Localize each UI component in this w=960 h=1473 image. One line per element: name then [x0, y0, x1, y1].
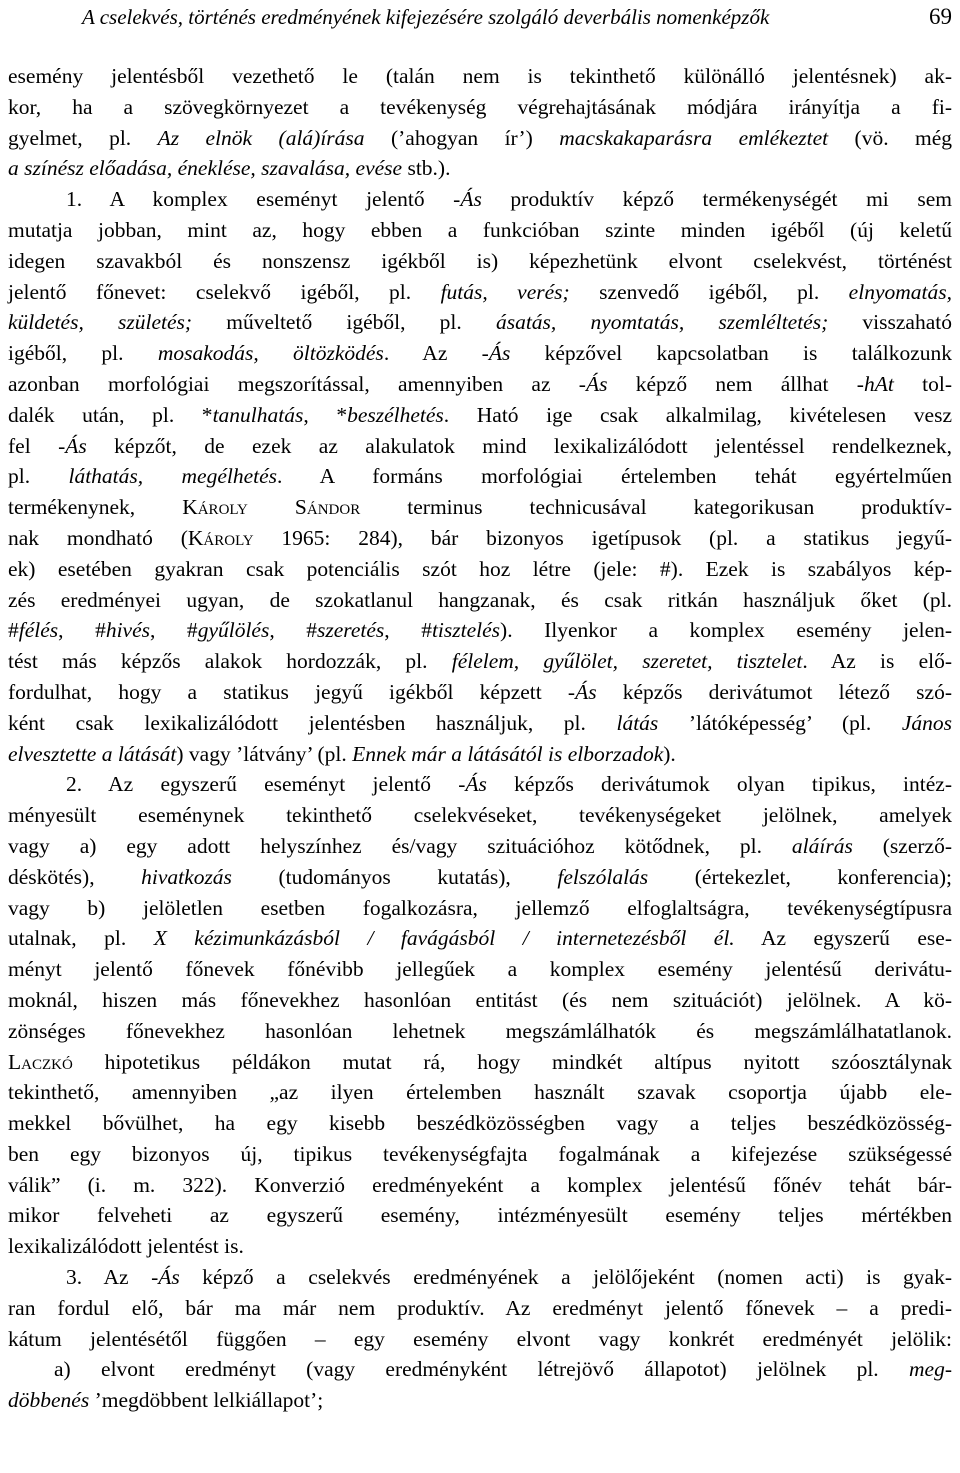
text-segment: ásatás, nyomtatás, szemléltetés; [495, 310, 829, 335]
text-segment: hipotetikus példákon mutat rá, hogy mindkét altípus nyitott szóosztálynak [72, 1049, 952, 1074]
text-segment: igéből, pl. [8, 341, 158, 366]
text-segment: azonban morfológiai megszorítással, amennyiben az - [8, 371, 586, 396]
text-segment: a színész előadása, éneklése, szavalása, evése [8, 156, 403, 181]
text-segment: ’megdöbbent lelkiállapot’; [89, 1388, 324, 1413]
text-segment: mutatja jobban, mint az, hogy ebben a funkcióban szinte minden igéből (új keletű [8, 217, 952, 242]
text-segment: vagy a) egy adott helyszínhez és/vagy szituációhoz kötődnek, pl. [8, 833, 792, 858]
text-segment: szenvedő igéből, pl. [569, 279, 849, 304]
text-line [8, 1231, 952, 1262]
text-line [8, 985, 952, 1016]
text-line [8, 92, 952, 123]
text-segment: ran fordul elő, bár ma már nem produktív. Az eredményt jelentő főnevek – a predi- [8, 1295, 952, 1320]
text-segment: elvesztette a látását [8, 741, 177, 766]
text-segment: a) elvont eredményt (vagy eredményként létrejövő állapotot) jelölnek pl. [54, 1357, 910, 1382]
text-line [8, 123, 952, 154]
text-segment: moknál, hiszen más főnevekhez hasonlóan entitást (és nem szituációt) jelölnek. A kö- [8, 987, 952, 1012]
text-segment: felszólalás [557, 864, 649, 889]
text-segment: 1965: 284), bár bizonyos igetípusok (pl. a statikus jegyű- [253, 525, 952, 550]
text-segment: Ennek már a látásától is elborzadok [352, 741, 664, 766]
text-segment: fordulhat, hogy a statikus jegyű igékből képzett - [8, 679, 576, 704]
text-line [8, 1170, 952, 1201]
text-segment: ). [663, 741, 676, 766]
text-segment: stb.). [402, 156, 451, 181]
text-segment: terminus technicusával kategorikusan produktív- [360, 495, 953, 520]
text-line [8, 61, 952, 92]
text-segment: vagy b) jelöletlen esetben fogalkozásra, jellemző elfoglaltságra, tevékenységtípusra [8, 895, 952, 920]
text-line [8, 153, 952, 184]
text-segment: tést más képzős alakok hordozzák, pl. [8, 649, 452, 674]
text-line [8, 1354, 952, 1385]
text-segment: Ás [575, 679, 597, 704]
text-line [8, 585, 952, 616]
text-segment: tekinthető, amennyiben „az ilyen értelemben használt szavak csoportja újabb ele- [8, 1080, 952, 1105]
text-segment: zés eredményei ugyan, de szokatlanul hangzanak, és csak ritkán használjuk őket (pl. [8, 587, 952, 612]
text-line [8, 338, 952, 369]
text-segment: X kézimunkázásból / favágásból / internetezésből él. [153, 926, 735, 951]
text-segment: , # [384, 618, 432, 643]
text-segment: ként csak lexikalizálódott jelentésben használjuk, pl. [8, 710, 617, 735]
text-line [8, 862, 952, 893]
text-segment: # [8, 618, 19, 643]
text-segment: 3. Az - [66, 1265, 159, 1290]
text-line [8, 708, 952, 739]
text-line [8, 1200, 952, 1231]
text-segment: Károly Sándor [182, 495, 361, 520]
text-line [8, 923, 952, 954]
text-segment: esemény jelentésből vezethető le (talán nem is tekinthető különálló jelentésnek) ak- [8, 64, 952, 88]
text-segment: # [306, 618, 317, 643]
text-line [8, 1016, 952, 1047]
text-line [8, 1047, 952, 1078]
text-segment: kátum jelentésétől függően – egy esemény elvont vagy konkrét eredményét jelölik: [8, 1326, 952, 1351]
text-line [8, 1324, 952, 1355]
text-segment: dalék után, pl. * [8, 402, 213, 427]
text-line [8, 1077, 952, 1108]
text-segment: 1. A komplex eseményt jelentő - [66, 187, 461, 212]
text-segment: lexikalizálódott jelentést is. [8, 1234, 244, 1259]
text-segment: visszaható [828, 310, 952, 335]
text-line [8, 893, 952, 924]
text-line [8, 1262, 952, 1293]
text-segment: félelem, gyűlölet, szeretet, tisztelet [451, 649, 803, 674]
text-line [8, 492, 952, 523]
text-line [8, 615, 952, 646]
text-line [8, 400, 952, 431]
page-header [8, 2, 952, 32]
text-segment: képzőt, de ezek az alakulatok mind lexikalizálódott jelentéssel rendelkeznek, [86, 433, 952, 458]
text-line [8, 1293, 952, 1324]
text-segment: idegen szavakból és nonszensz igékből is) képezhetünk elvont cselekvést, történést [8, 248, 952, 273]
text-line [8, 739, 952, 770]
text-segment: ’látóképesség’ (pl. [658, 710, 902, 735]
text-line [8, 461, 952, 492]
text-segment: Ás [488, 341, 511, 366]
text-segment: , * [303, 402, 348, 427]
text-line [8, 769, 952, 800]
text-line [8, 1108, 952, 1139]
text-line [8, 1385, 952, 1416]
text-line [8, 554, 952, 585]
text-segment: félés [18, 618, 59, 643]
text-segment: kor, ha a szövegkörnyezet a tevékenység végrehajtásának módjára irányítja a fi- [8, 94, 952, 119]
text-segment: produktív képző termékenységét mi sem [481, 187, 952, 212]
text-segment: déskötés), [8, 864, 142, 889]
text-segment: beszélhetés [347, 402, 444, 427]
text-segment: Ás [65, 433, 87, 458]
text-segment: döbbenés [8, 1388, 90, 1413]
text-segment: Laczkó [8, 1049, 73, 1074]
text-segment: (szerző- [852, 833, 952, 858]
text-segment: mikor felveheti az egyszerű esemény, intézményesült esemény teljes mértékben [8, 1203, 952, 1228]
text-segment: macskakaparásra emlékeztet [559, 125, 829, 150]
text-segment: Ás [585, 371, 608, 396]
text-segment: . A formáns morfológiai értelemben tehát egyértelműen [277, 464, 952, 489]
text-segment: fel - [8, 433, 66, 458]
text-segment: (’ahogyan ír’) [364, 125, 560, 150]
text-segment: tol- [893, 371, 952, 396]
text-segment: hivés [105, 618, 151, 643]
text-line [8, 523, 952, 554]
text-segment: (vö. még [828, 125, 953, 150]
text-segment: hAt [863, 371, 894, 396]
text-segment: elnyomatás, [848, 279, 952, 304]
text-segment: . Az - [383, 341, 489, 366]
text-segment: küldetés, születés; [8, 310, 193, 335]
text-segment: ek) esetében gyakran csak potenciális szót hoz létre (jele: #). Ezek is szabályos kép- [8, 556, 952, 581]
text-segment: képző a cselekvés eredményének a jelölőjeként (nomen acti) is gyak- [179, 1265, 952, 1290]
text-segment: hivatkozás [141, 864, 232, 889]
text-line [8, 646, 952, 677]
text-segment: mosakodás, öltözködés [157, 341, 384, 366]
text-segment: zönséges főnevekhez hasonlóan lehetnek megszámlálhatók és megszámlálhatatlanok. [8, 1018, 952, 1043]
page-number: 69 [929, 4, 952, 29]
body-text [8, 61, 952, 1416]
text-segment: Ás [465, 772, 487, 797]
text-segment: láthatás, megélhetés [68, 464, 278, 489]
text-segment: (tudományos kutatás), [231, 864, 558, 889]
text-segment: meg- [909, 1357, 952, 1382]
text-segment: Az egyszerű ese- [734, 926, 952, 951]
document-page [8, 0, 952, 1473]
text-segment: ) vagy ’látvány’ (pl. [176, 741, 353, 766]
text-segment: mekkel bővülhet, ha egy kisebb beszédközösségben vagy a teljes beszédközösség- [8, 1111, 952, 1136]
text-line [8, 307, 952, 338]
text-segment: aláírás [791, 833, 853, 858]
text-segment: ményesült eseménynek tekinthető cselekvéseket, tevékenységeket jelölnek, amelyek [8, 803, 952, 828]
text-line [8, 1139, 952, 1170]
text-segment: 2. Az egyszerű eseményt jelentő - [66, 772, 466, 797]
text-segment: futás, verés; [440, 279, 570, 304]
text-segment: (értekezlet, konferencia); [648, 864, 952, 889]
text-line [8, 677, 952, 708]
text-segment: szeretés [317, 618, 385, 643]
text-segment: utalnak, pl. [8, 926, 154, 951]
text-segment: . Az is elő- [802, 649, 953, 674]
text-line [8, 277, 952, 308]
text-segment: képzős derivátumot létező szó- [596, 679, 952, 704]
text-line [8, 831, 952, 862]
text-line [8, 246, 952, 277]
text-segment: gyelmet, pl. [8, 125, 158, 150]
text-segment: Az elnök (alá)írása [157, 125, 365, 150]
text-segment: termékenynek, [8, 495, 183, 520]
text-segment: , # [150, 618, 198, 643]
text-segment: , # [58, 618, 106, 643]
text-segment: pl. [8, 464, 69, 489]
text-segment: Ás [460, 187, 482, 212]
text-segment: ményt jelentő főnevek főnévibb jellegűek a komplex esemény jelentésű derivátu- [8, 957, 952, 982]
text-segment: János [901, 710, 952, 735]
text-line [8, 800, 952, 831]
text-segment: ben egy bizonyos új, tipikus tevékenységfajta fogalmának a kifejezése szükségessé [8, 1141, 952, 1166]
text-line [8, 369, 952, 400]
text-segment: képzővel kapcsolatban is találkozunk [510, 341, 952, 366]
text-segment: válik” (i. m. 322). Konverzió eredményeként a komplex jelentésű főnév tehát bár- [8, 1172, 952, 1197]
text-segment: gyűlölés, [197, 618, 307, 643]
text-segment: műveltető igéből, pl. [192, 310, 496, 335]
text-segment: . Ható ige csak alkalmilag, kivételesen vesz [443, 402, 952, 427]
text-segment: tisztelés [431, 618, 501, 643]
text-segment: látás [616, 710, 659, 735]
text-segment: Ás [158, 1265, 180, 1290]
text-line [8, 215, 952, 246]
text-segment: képzős derivátumok olyan tipikus, intéz- [486, 772, 952, 797]
text-line [8, 431, 952, 462]
text-line [8, 184, 952, 215]
running-head: A cselekvés, történés eredményének kifejezésére szolgáló deverbális nomenképzők [82, 5, 770, 29]
text-segment: képző nem állhat - [607, 371, 864, 396]
text-segment: jelentő főnevet: cselekvő igéből, pl. [8, 279, 441, 304]
text-segment: Károly [187, 525, 254, 550]
text-segment: nak mondható ( [8, 525, 188, 550]
text-segment: tanulhatás [212, 402, 304, 427]
text-segment: ). Ilyenkor a komplex esemény jelen- [500, 618, 953, 643]
text-line [8, 954, 952, 985]
